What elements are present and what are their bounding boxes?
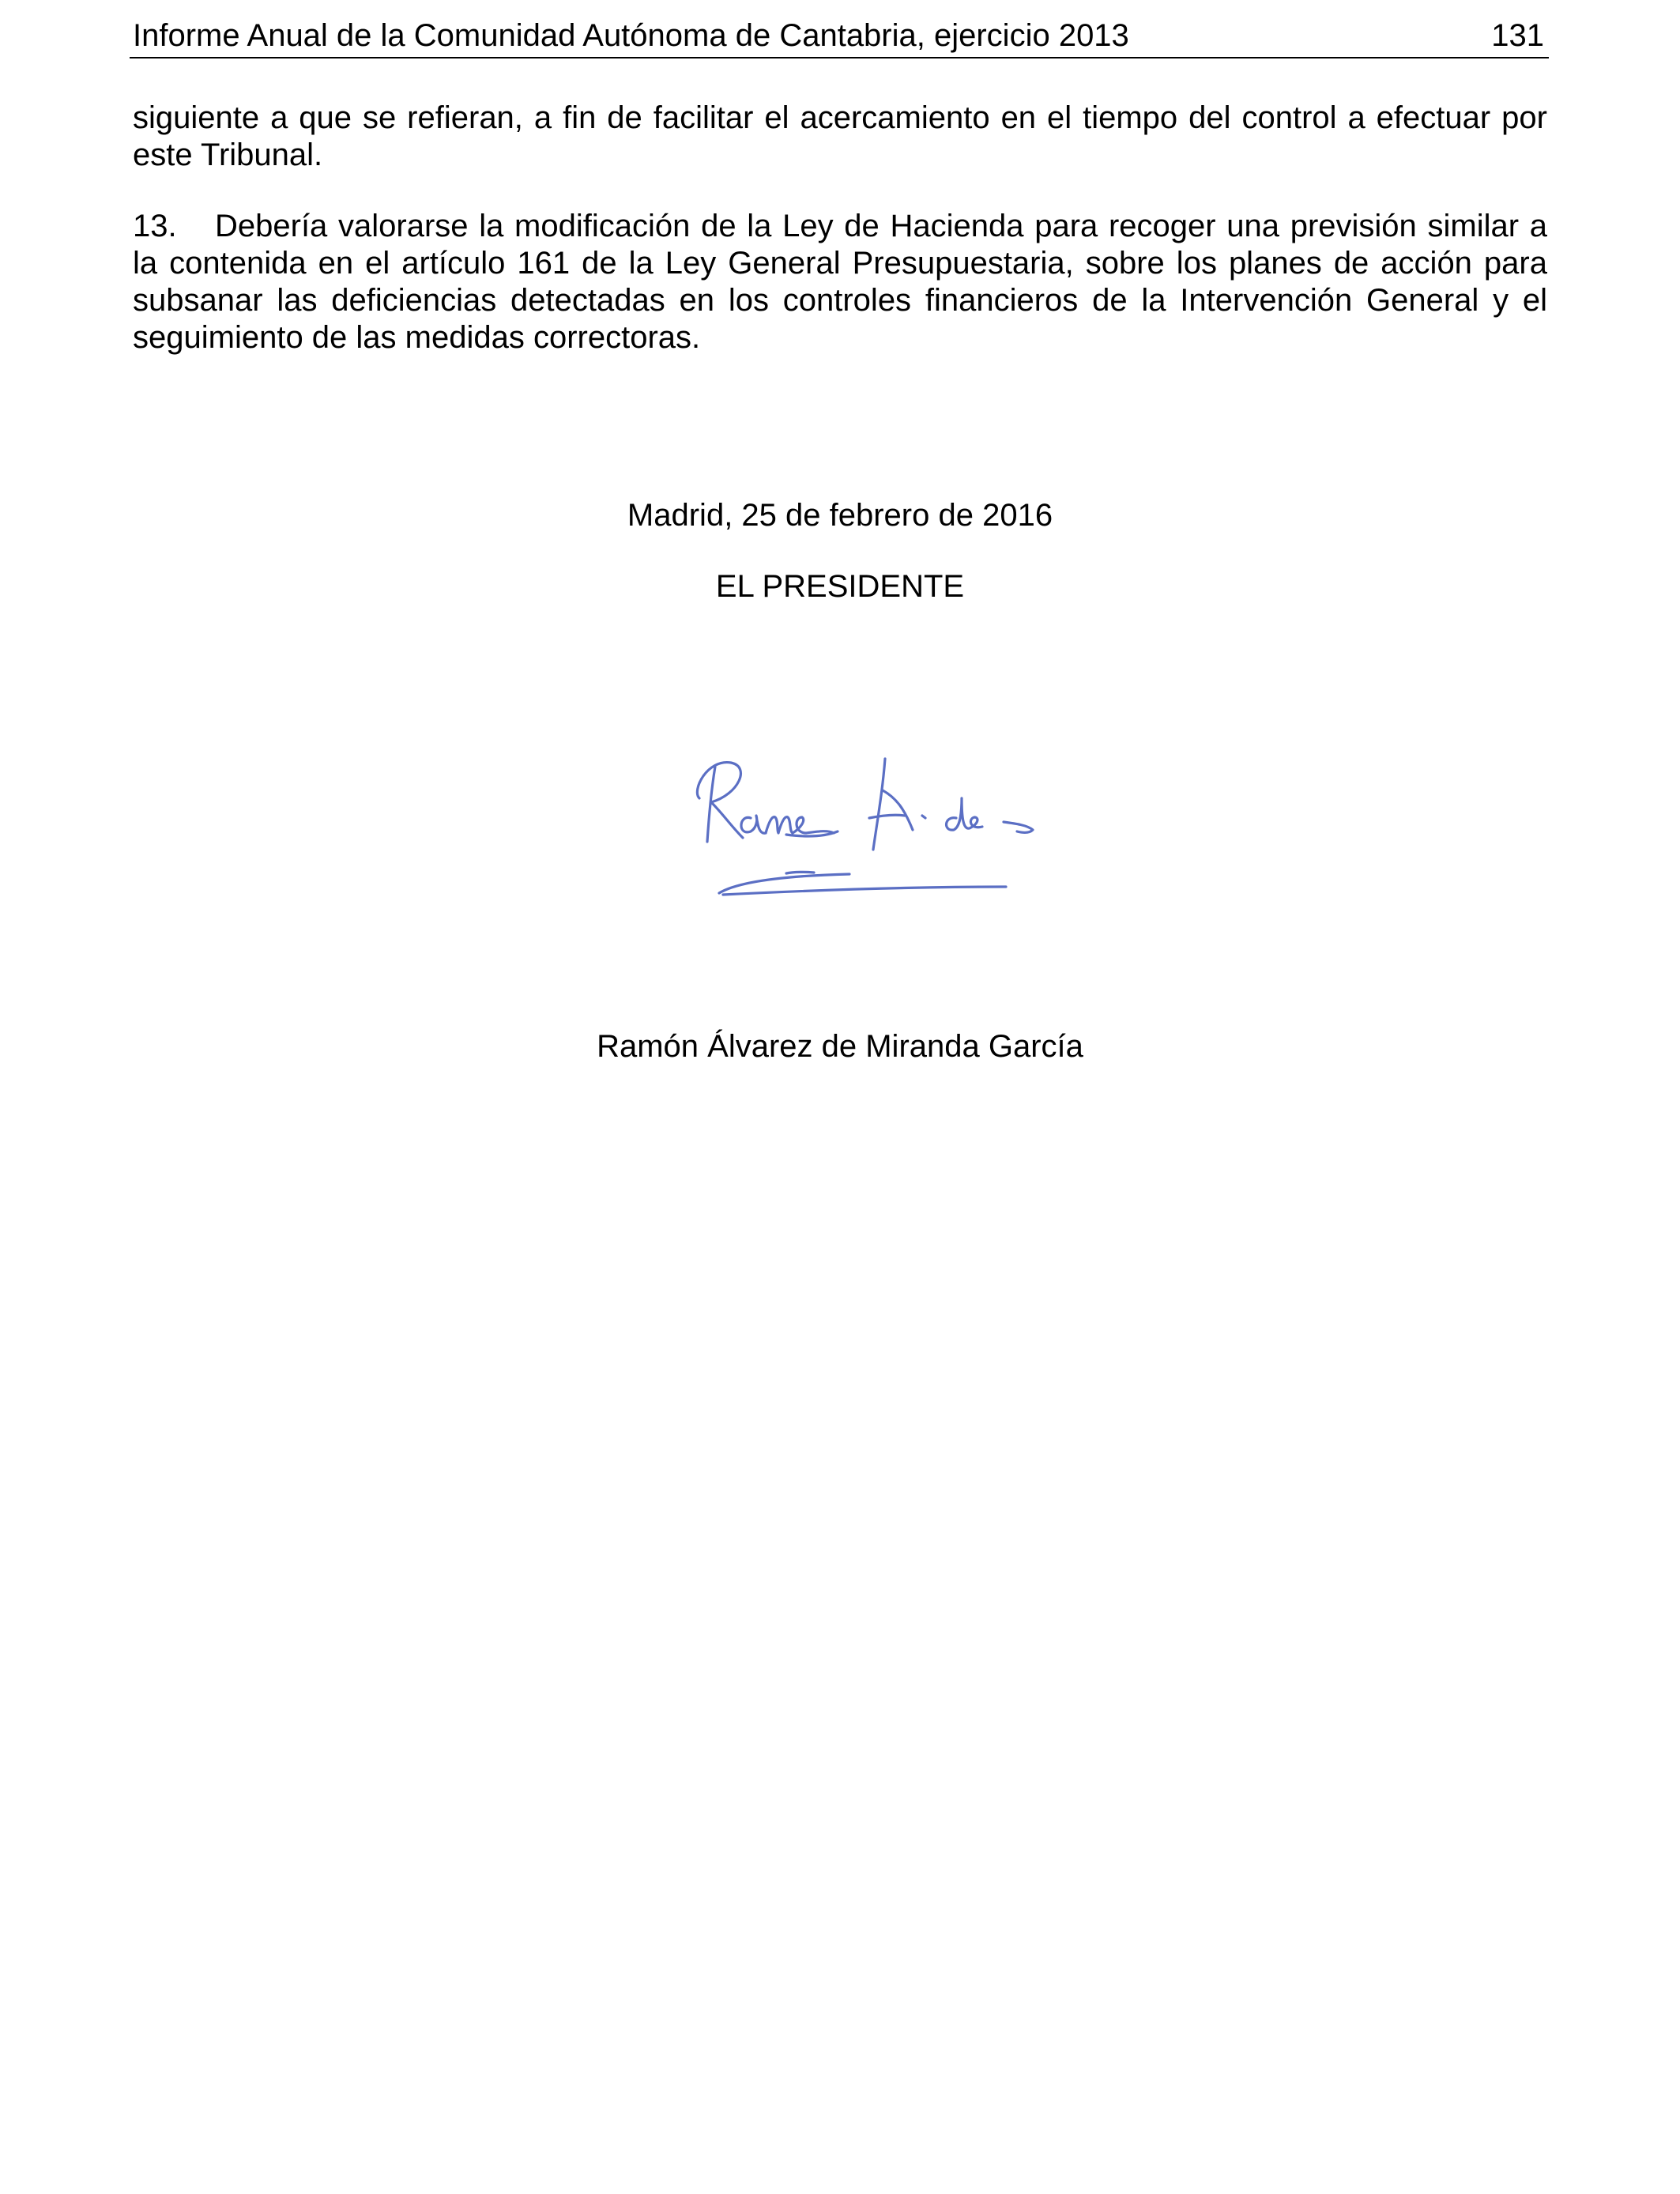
signer-role: EL PRESIDENTE (715, 569, 965, 604)
signature-stroke (869, 815, 905, 818)
signature-stroke (883, 790, 913, 830)
place-date: Madrid, 25 de febrero de 2016 (627, 498, 1053, 533)
signature-stroke (697, 763, 743, 838)
document-title: Informe Anual de la Comunidad Autónoma de Cantabria, ejercicio 2013 (133, 18, 1129, 53)
signer-name: Ramón Álvarez de Miranda García (597, 1029, 1083, 1064)
signature-stroke (1004, 822, 1033, 832)
signature-stroke (873, 759, 885, 850)
signature-stroke (793, 817, 834, 833)
signature-stroke (786, 872, 814, 873)
item-number: 13. (133, 209, 177, 243)
signature-stroke (766, 817, 793, 833)
signature-stroke (741, 816, 766, 833)
page-header (130, 14, 1549, 58)
handwritten-signature (676, 743, 1087, 901)
signature-stroke (947, 798, 982, 830)
signature-stroke (723, 887, 1006, 895)
paragraph-continuation: siguiente a que se refieran, a fin de facilitar el acercamiento en el tiempo del control a efectuar por este Tribunal. (133, 100, 1547, 172)
recommendation-13 (133, 208, 1547, 356)
page-number: 131 (1491, 18, 1544, 53)
signature-stroke (922, 816, 925, 818)
item-text: Debería valorarse la modificación de la Ley de Hacienda para recoger una previsión similar a la contenida en el artículo 161 de la Ley General Presupuestaria, sobre los planes de acción para subsanar las deficiencias detectadas en los controles financieros de la Intervención General y el seguimiento de las medidas correctoras. (133, 209, 1547, 355)
